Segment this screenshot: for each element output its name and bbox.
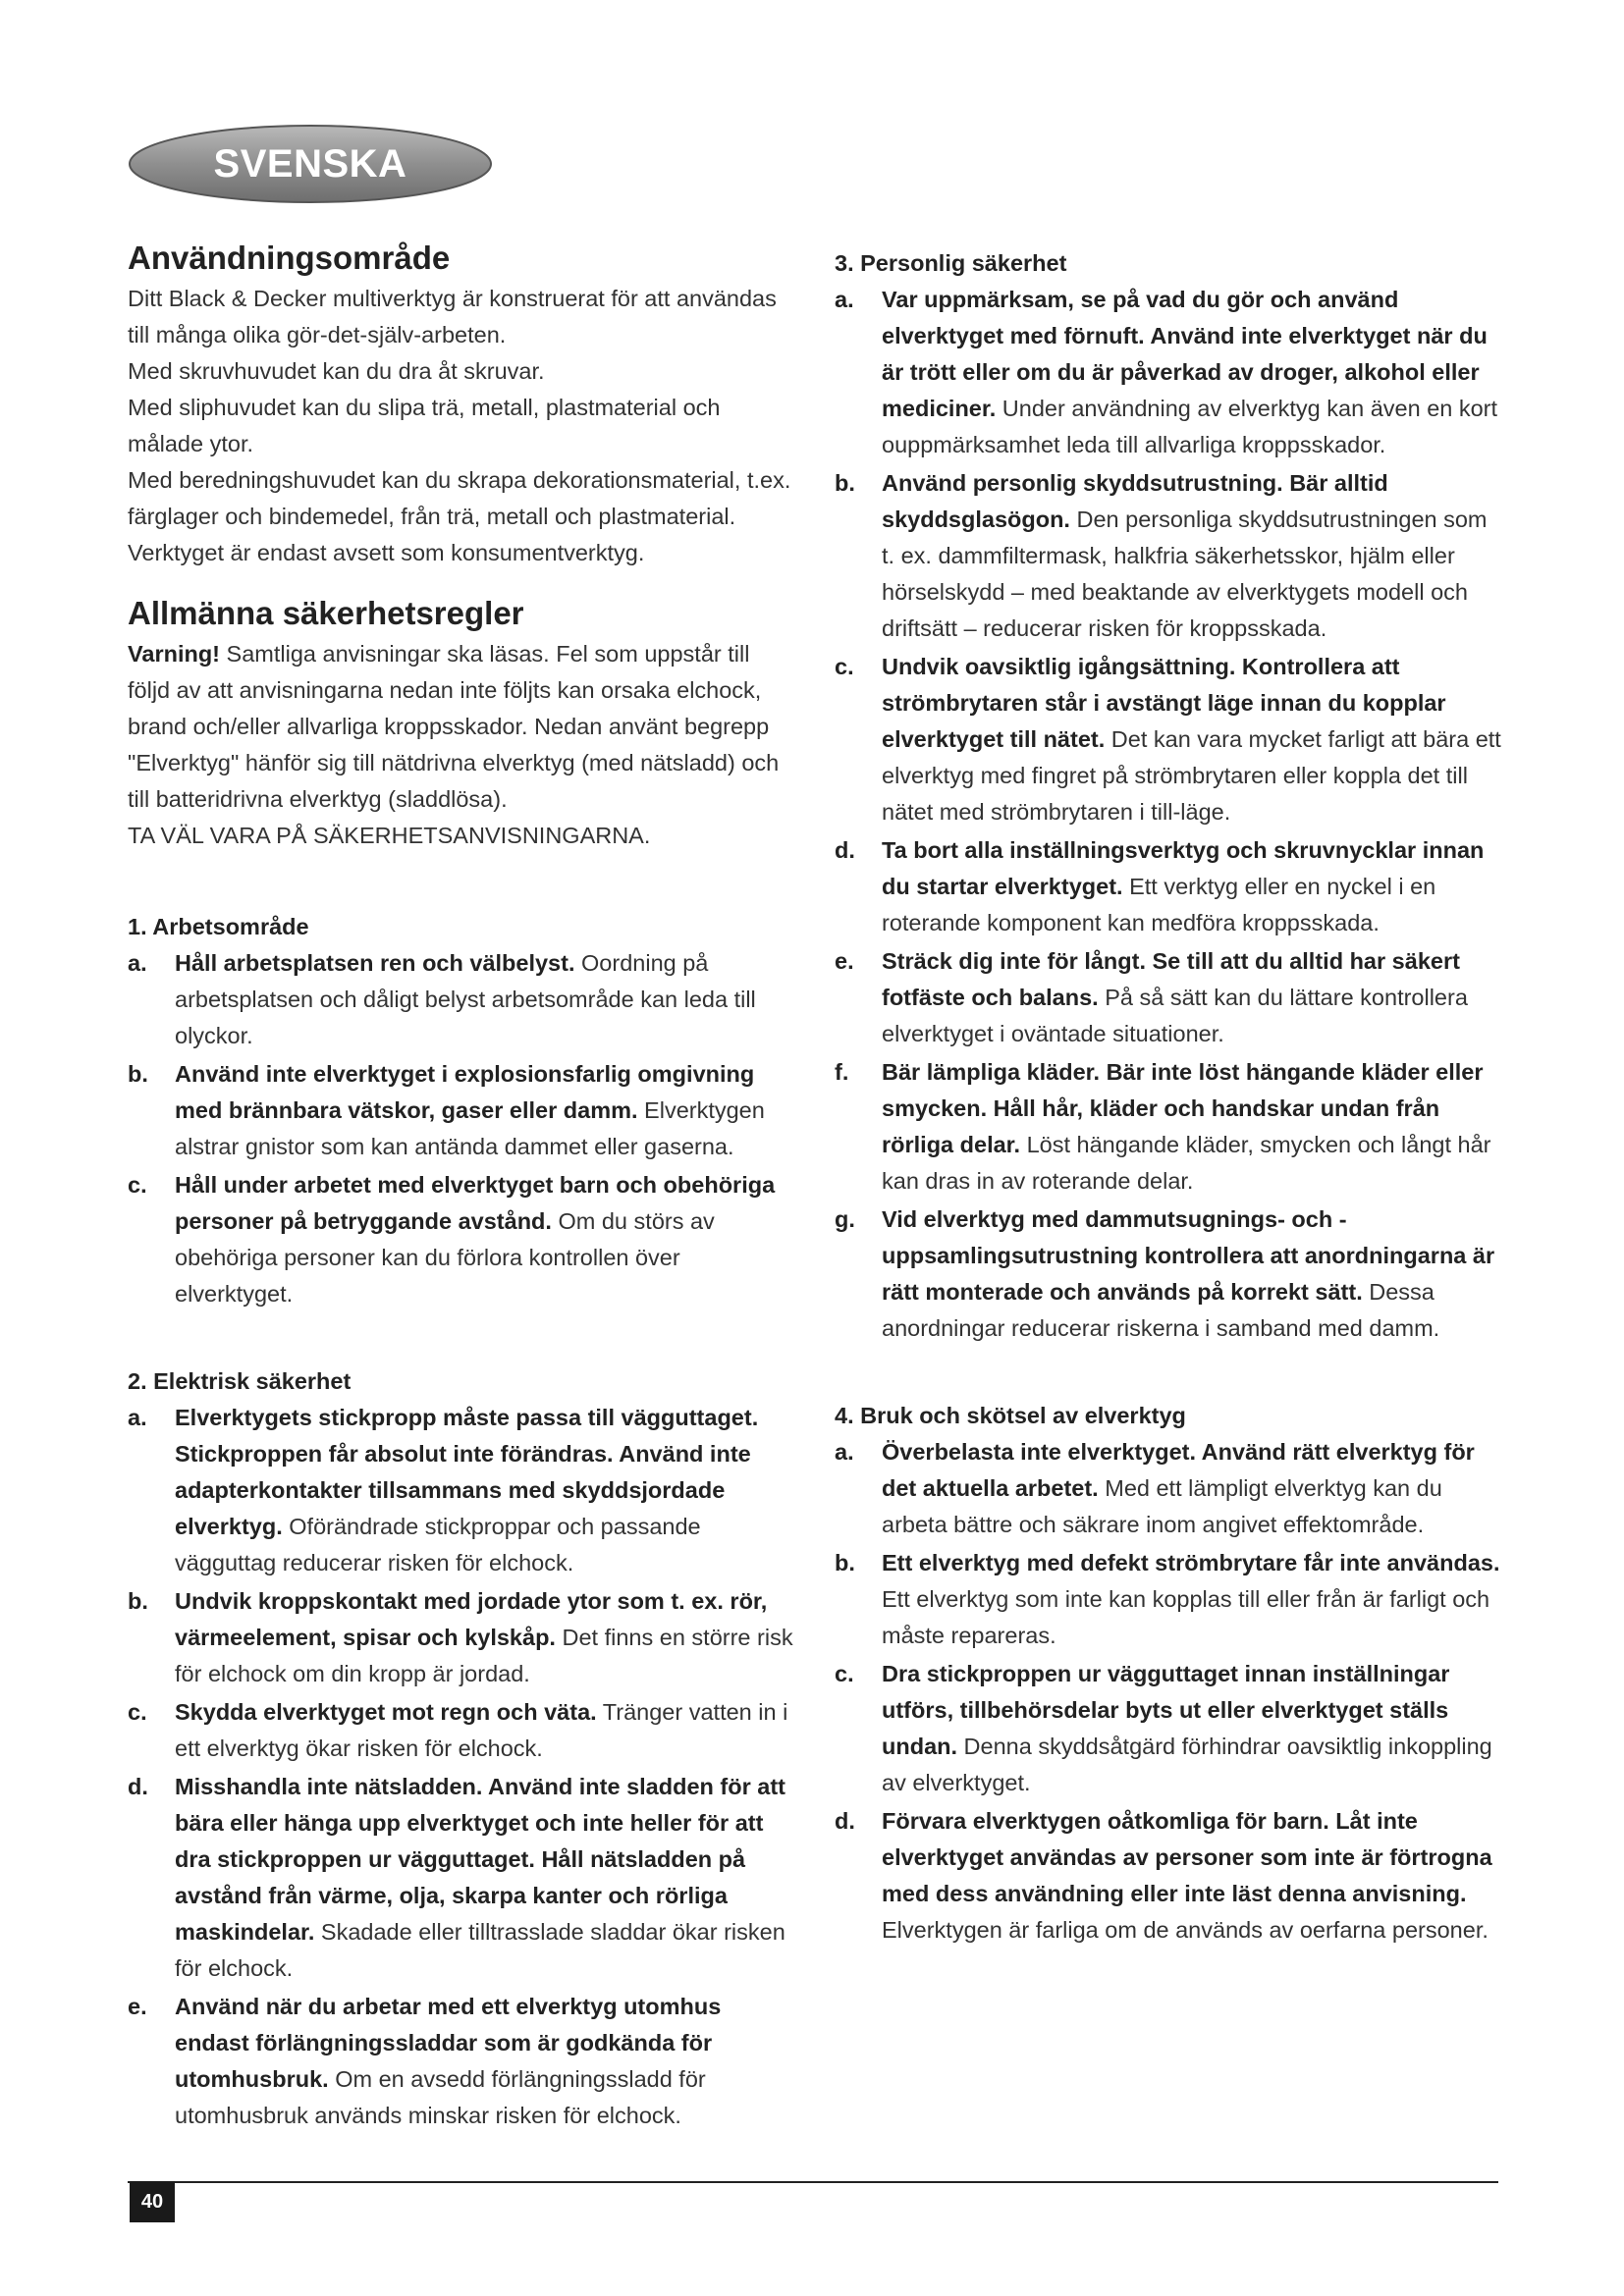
safety-title: Allmänna säkerhetsregler — [128, 595, 524, 631]
list-item: b. Ett elverktyg med defekt strömbrytare får inte användas. Ett elverktyg som inte kan kopplas till eller från är farligt och måste repareras. — [835, 1550, 1500, 1648]
intro-title: Användningsområde — [128, 240, 451, 276]
list-item: e. Använd när du arbetar med ett elverktyg utomhus endast förlängningssladdar som är godkända för utomhusbruk. Om en avsedd förlängningssladd för utomhusbruk används minskar risken för elchock. — [128, 1994, 722, 2128]
intro-paragraph: Med skruvhuvudet kan du dra åt skruvar. — [128, 358, 545, 384]
right-column — [835, 245, 1502, 1950]
section-title-tool-use: 4. Bruk och skötsel av elverktyg — [835, 1403, 1186, 1428]
warning-paragraph — [128, 636, 795, 818]
warning-text: Samtliga anvisningar ska läsas. Fel som uppstår till följd av att anvisningarna nedan inte följts kan orsaka elchock, brand och/eller allvarliga kroppsskador. Nedan använt begrepp "Elverktyg" hänför sig till nätdrivna elverktyg (med nätsladd) och till batteridrivna elverktyg (sladdlösa). — [128, 641, 780, 812]
list-item: d. Misshandla inte nätsladden. Använd inte sladden för att bära eller hänga upp elverktyget och inte heller för att dra stickproppen ur vägguttaget. Håll nätsladden på avstånd från värme, olja, skarpa kanter och rörliga maskindelar. Skadade eller tilltrasslade sladdar ökar risken för elchock. — [128, 1774, 785, 1981]
warning-label: Varning! — [128, 641, 221, 667]
intro-paragraph: Med sliphuvudet kan du slipa trä, metall, plastmaterial och målade ytor. — [128, 395, 721, 456]
list-item: c. Dra stickproppen ur vägguttaget innan inställningar utförs, tillbehörsdelar byts ut eller elverktyget ställs undan. Denna skyddsåtgärd förhindrar oavsiktlig inkoppling av elverktyget. — [835, 1661, 1492, 1795]
section-title-personal-safety: 3. Personlig säkerhet — [835, 250, 1067, 276]
footer-divider — [128, 2181, 1498, 2183]
list-item: g. Vid elverktyg med dammutsugnings- och - uppsamlingsutrustning kontrollera att anordningarna är rätt monterade och används på korrekt sätt. Dessa anordningar reducerar riskerna i samband med damm. — [835, 1206, 1495, 1341]
list-item: c. Undvik oavsiktlig igångsättning. Kontrollera att strömbrytaren står i avstängt läge innan du kopplar elverktyget till nätet. Det kan vara mycket farligt att bära ett elverktyg med fingret på strömbrytaren eller koppla det till nätet med strömbrytaren i till-läge. — [835, 654, 1501, 825]
intro-paragraph: Verktyget är endast avsett som konsumentverktyg. — [128, 540, 645, 565]
list-item: f. Bär lämpliga kläder. Bär inte löst hängande kläder eller smycken. Håll hår, kläder och handskar undan från rörliga delar. Löst hängande kläder, smycken och långt hår kan dras in av roterande delar. — [835, 1059, 1491, 1194]
section-title-electrical-safety: 2. Elektrisk säkerhet — [128, 1368, 352, 1394]
list-item: a. Överbelasta inte elverktyget. Använd rätt elverktyg för det aktuella arbetet. Med ett lämpligt elverktyg kan du arbeta bättre och säkrare inom angivet effektområde. — [835, 1439, 1475, 1537]
list-item: c. Skydda elverktyget mot regn och väta. Tränger vatten in i ett elverktyg ökar risken för elchock. — [128, 1699, 788, 1761]
page-number: 40 — [130, 2181, 175, 2222]
language-badge — [128, 124, 493, 204]
intro-paragraph: Ditt Black & Decker multiverktyg är konstruerat för att användas till många olika gör-det-själv-arbeten. — [128, 286, 777, 347]
list-item: e. Sträck dig inte för långt. Se till att du alltid har säkert fotfäste och balans. På så sätt kan du lättare kontrollera elverktyget i oväntade situationer. — [835, 948, 1468, 1046]
list-item: a. Håll arbetsplatsen ren och välbelyst. Oordning på arbetsplatsen och dåligt belyst arbetsområde kan leda till olyckor. — [128, 950, 756, 1048]
list-item: a. Elverktygets stickpropp måste passa till vägguttaget. Stickproppen får absolut inte förändras. Använd inte adapterkontakter tillsammans med skyddsjordade elverktyg. Oförändrade stickproppar och passande vägguttag reducerar risken för elchock. — [128, 1405, 759, 1575]
list-item: d. Ta bort alla inställningsverktyg och skruvnycklar innan du startar elverktyget. Ett verktyg eller en nyckel i en roterande komponent kan medföra kroppsskada. — [835, 837, 1485, 935]
section-title-work-area: 1. Arbetsområde — [128, 914, 309, 939]
list-item: b. Undvik kroppskontakt med jordade ytor som t. ex. rör, värmeelement, spisar och kylskåp. Det finns en större risk för elchock om din kropp är jordad. — [128, 1588, 793, 1686]
list-item: a. Var uppmärksam, se på vad du gör och använd elverktyget med förnuft. Använd inte elverktyget när du är trött eller om du är påverkad av droger, alkohol eller mediciner. Under användning av elverktyg kan även en kort ouppmärksamhet leda till allvarliga kroppsskador. — [835, 287, 1498, 457]
list-item: b. Använd inte elverktyget i explosionsfarlig omgivning med brännbara vätskor, gaser eller damm. Elverktygen alstrar gnistor som kan antända dammet eller gaserna. — [128, 1061, 765, 1159]
language-label: SVENSKA — [213, 141, 407, 186]
list-item: d. Förvara elverktygen oåtkomliga för barn. Låt inte elverktyget användas av personer som inte är förtrogna med dess användning eller inte läst denna anvisning. Elverktygen är farliga om de används av oerfarna personer. — [835, 1808, 1492, 1943]
list-item: c. Håll under arbetet med elverktyget barn och obehöriga personer på betryggande avstånd. Om du störs av obehöriga personer kan du förlora kontrollen över elverktyget. — [128, 1172, 776, 1307]
keep-instructions: TA VÄL VARA PÅ SÄKERHETSANVISNINGARNA. — [128, 823, 651, 848]
intro-paragraph: Med beredningshuvudet kan du skrapa dekorationsmaterial, t.ex. färglager och bindemedel, från trä, metall och plastmaterial. — [128, 467, 791, 529]
list-item: b. Använd personlig skyddsutrustning. Bär alltid skyddsglasögon. Den personliga skyddsutrustningen som t. ex. dammfiltermask, halkfria säkerhetsskor, hjälm eller hörselskydd – med beaktande av elverktygets modell och driftsätt – reducerar risken för kroppsskada. — [835, 470, 1488, 641]
left-column — [128, 236, 795, 2136]
